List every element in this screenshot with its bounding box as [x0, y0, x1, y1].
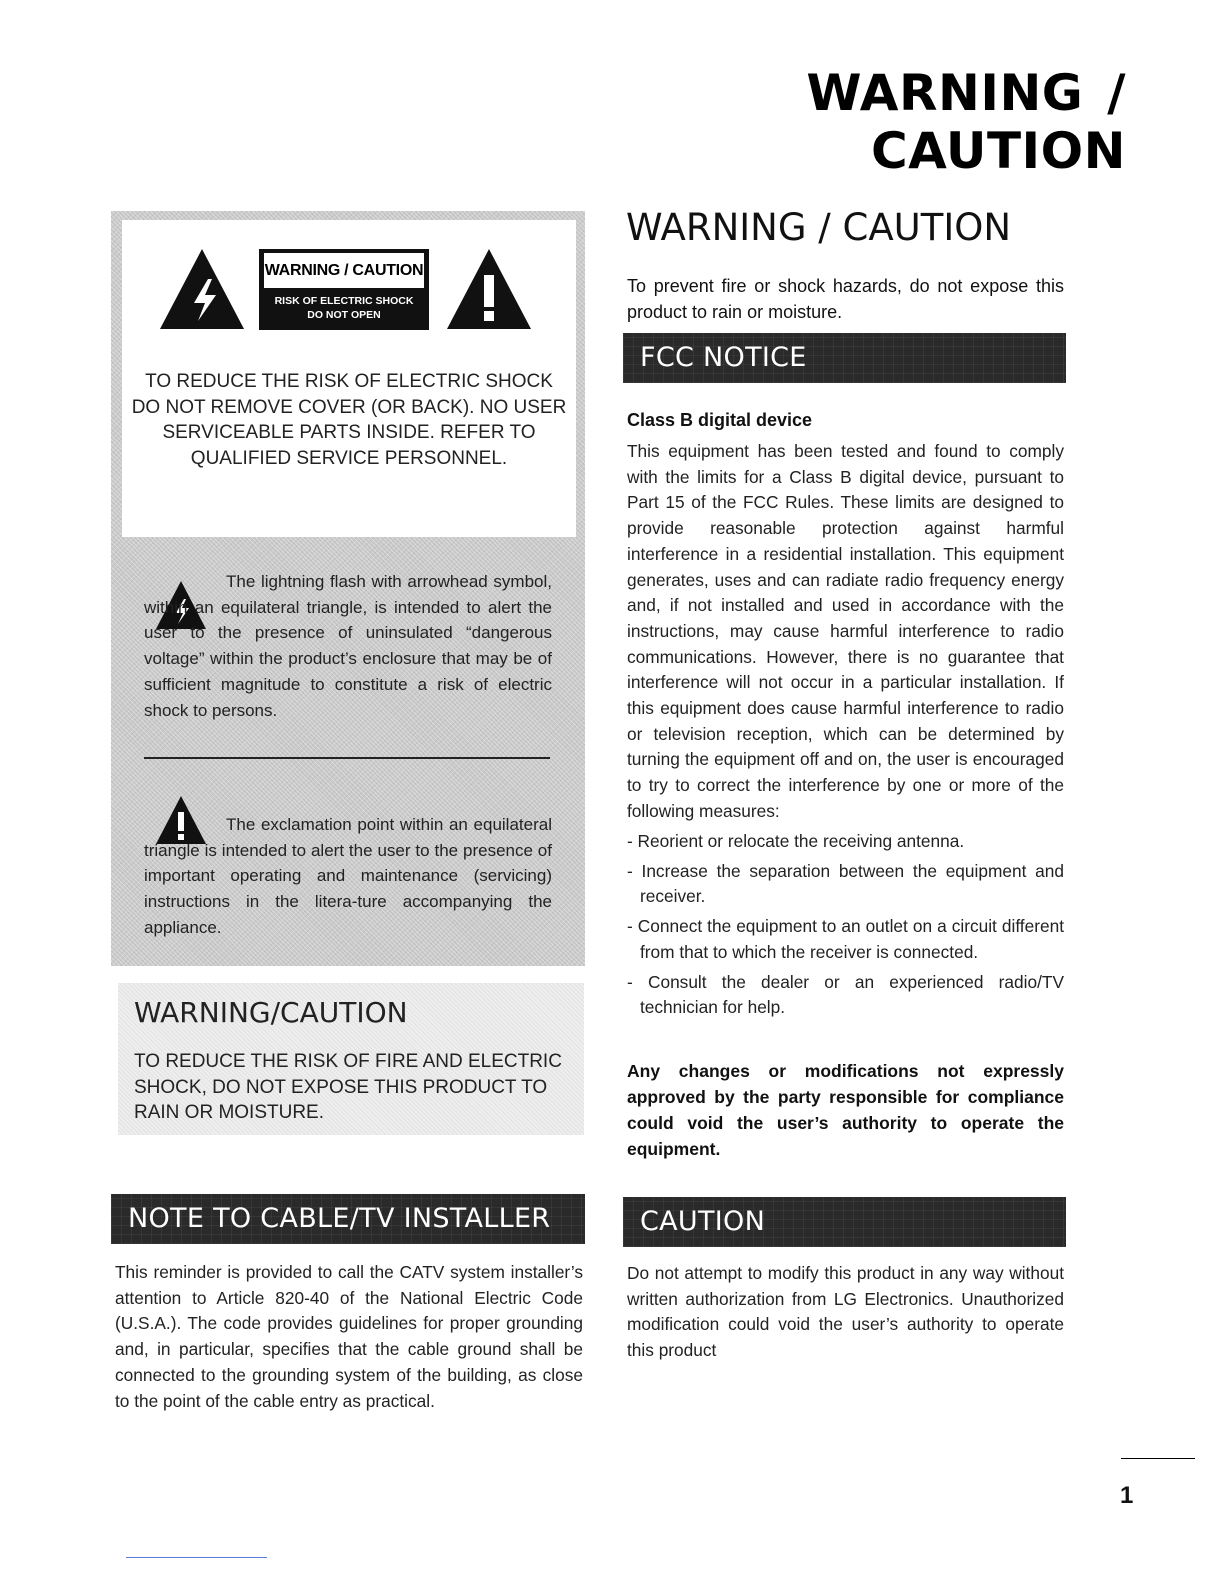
link-underline: [126, 1557, 267, 1558]
list-item: - Connect the equipment to an outlet on a circuit different from that to which the receiver is connected.: [627, 916, 1064, 962]
fcc-warning-text: Any changes or modifications not expressly approved by the party responsible for compliance could void the user’s authority to operate the equipment.: [627, 1061, 1064, 1159]
installer-note-banner: NOTE TO CABLE/TV INSTALLER: [111, 1194, 585, 1244]
class-b-heading: Class B digital device: [627, 410, 813, 430]
list-item: - Consult the dealer or an experienced radio/TV technician for help.: [627, 971, 1064, 1018]
warning-box-text: TO REDUCE THE RISK OF FIRE AND ELECTRIC SHOCK, DO NOT EXPOSE THIS PRODUCT TO RAIN OR MOISTURE.: [134, 1051, 562, 1123]
fcc-notice-banner: FCC NOTICE: [623, 333, 1066, 383]
exclamation-warning-icon: [445, 247, 533, 331]
page-number: 1: [1120, 1482, 1134, 1509]
intro-text: To prevent fire or shock hazards, do not expose this product to rain or moisture.: [627, 276, 1064, 322]
reduce-risk-notice: TO REDUCE THE RISK OF ELECTRIC SHOCK DO NOT REMOVE COVER (OR BACK). NO USER SERVICEABLE PARTS INSIDE. REFER TO QUALIFIED SERVICE PERSONNEL.: [131, 371, 567, 469]
caution-banner: CAUTION: [623, 1197, 1066, 1247]
footer-divider: [1121, 1458, 1195, 1459]
page-title: WARNING / CAUTION: [806, 64, 1126, 180]
divider: [144, 757, 550, 759]
exclamation-symbol-explanation: The exclamation point within an equilateral triangle is intended to alert the user to the presence of important operating and maintenance (servicing) instructions in the litera-ture accompanying the appliance.: [144, 815, 552, 937]
lightning-warning-icon: [158, 247, 246, 331]
caution-text: Do not attempt to modify this product in any way without written authorization from LG Electronics. Unauthorized modification could void the user’s authority to operate this product: [627, 1263, 1064, 1361]
warning-label-title: WARNING / CAUTION: [264, 253, 424, 288]
section-title: WARNING / CAUTION: [626, 206, 1012, 249]
warning-box-title: WARNING/CAUTION: [134, 996, 408, 1029]
list-item: - Reorient or relocate the receiving antenna.: [627, 831, 965, 851]
warning-label: [259, 249, 429, 330]
fcc-body-text: This equipment has been tested and found to comply with the limits for a Class B digital device, pursuant to Part 15 of the FCC Rules. These limits are designed to provide reasonable protection against harmful interference in a residential installation. This equipment generates, uses and can radiate radio frequency energy and, if not installed and used in accordance with the instructions, may cause harmful interference to radio communications. However, there is no guarantee that interference will not occur in a particular installation. If this equipment does cause harmful interference to radio or television reception, which can be determined by turning the equipment off and on, the user is encouraged to try to correct the interference by one or more of the following measures:: [627, 441, 1064, 821]
list-item: - Increase the separation between the equipment and receiver.: [627, 860, 1064, 907]
warning-label-subtitle: RISK OF ELECTRIC SHOCK DO NOT OPEN: [274, 295, 414, 321]
lightning-symbol-explanation: The lightning flash with arrowhead symbol, within an equilateral triangle, is intended to alert the user to the presence of uninsulated “dangerous voltage” within the product’s enclosure that may be of sufficient magnitude to constitute a risk of electric shock to persons.: [144, 572, 552, 720]
installer-note-text: This reminder is provided to call the CATV system installer’s attention to Article 820-40 of the National Electric Code (U.S.A.). The code provides guidelines for proper grounding and, in particular, specifies that the cable ground shall be connected to the grounding system of the building, as close to the point of the cable entry as practical.: [115, 1262, 583, 1411]
measures-list: [627, 829, 1064, 1025]
